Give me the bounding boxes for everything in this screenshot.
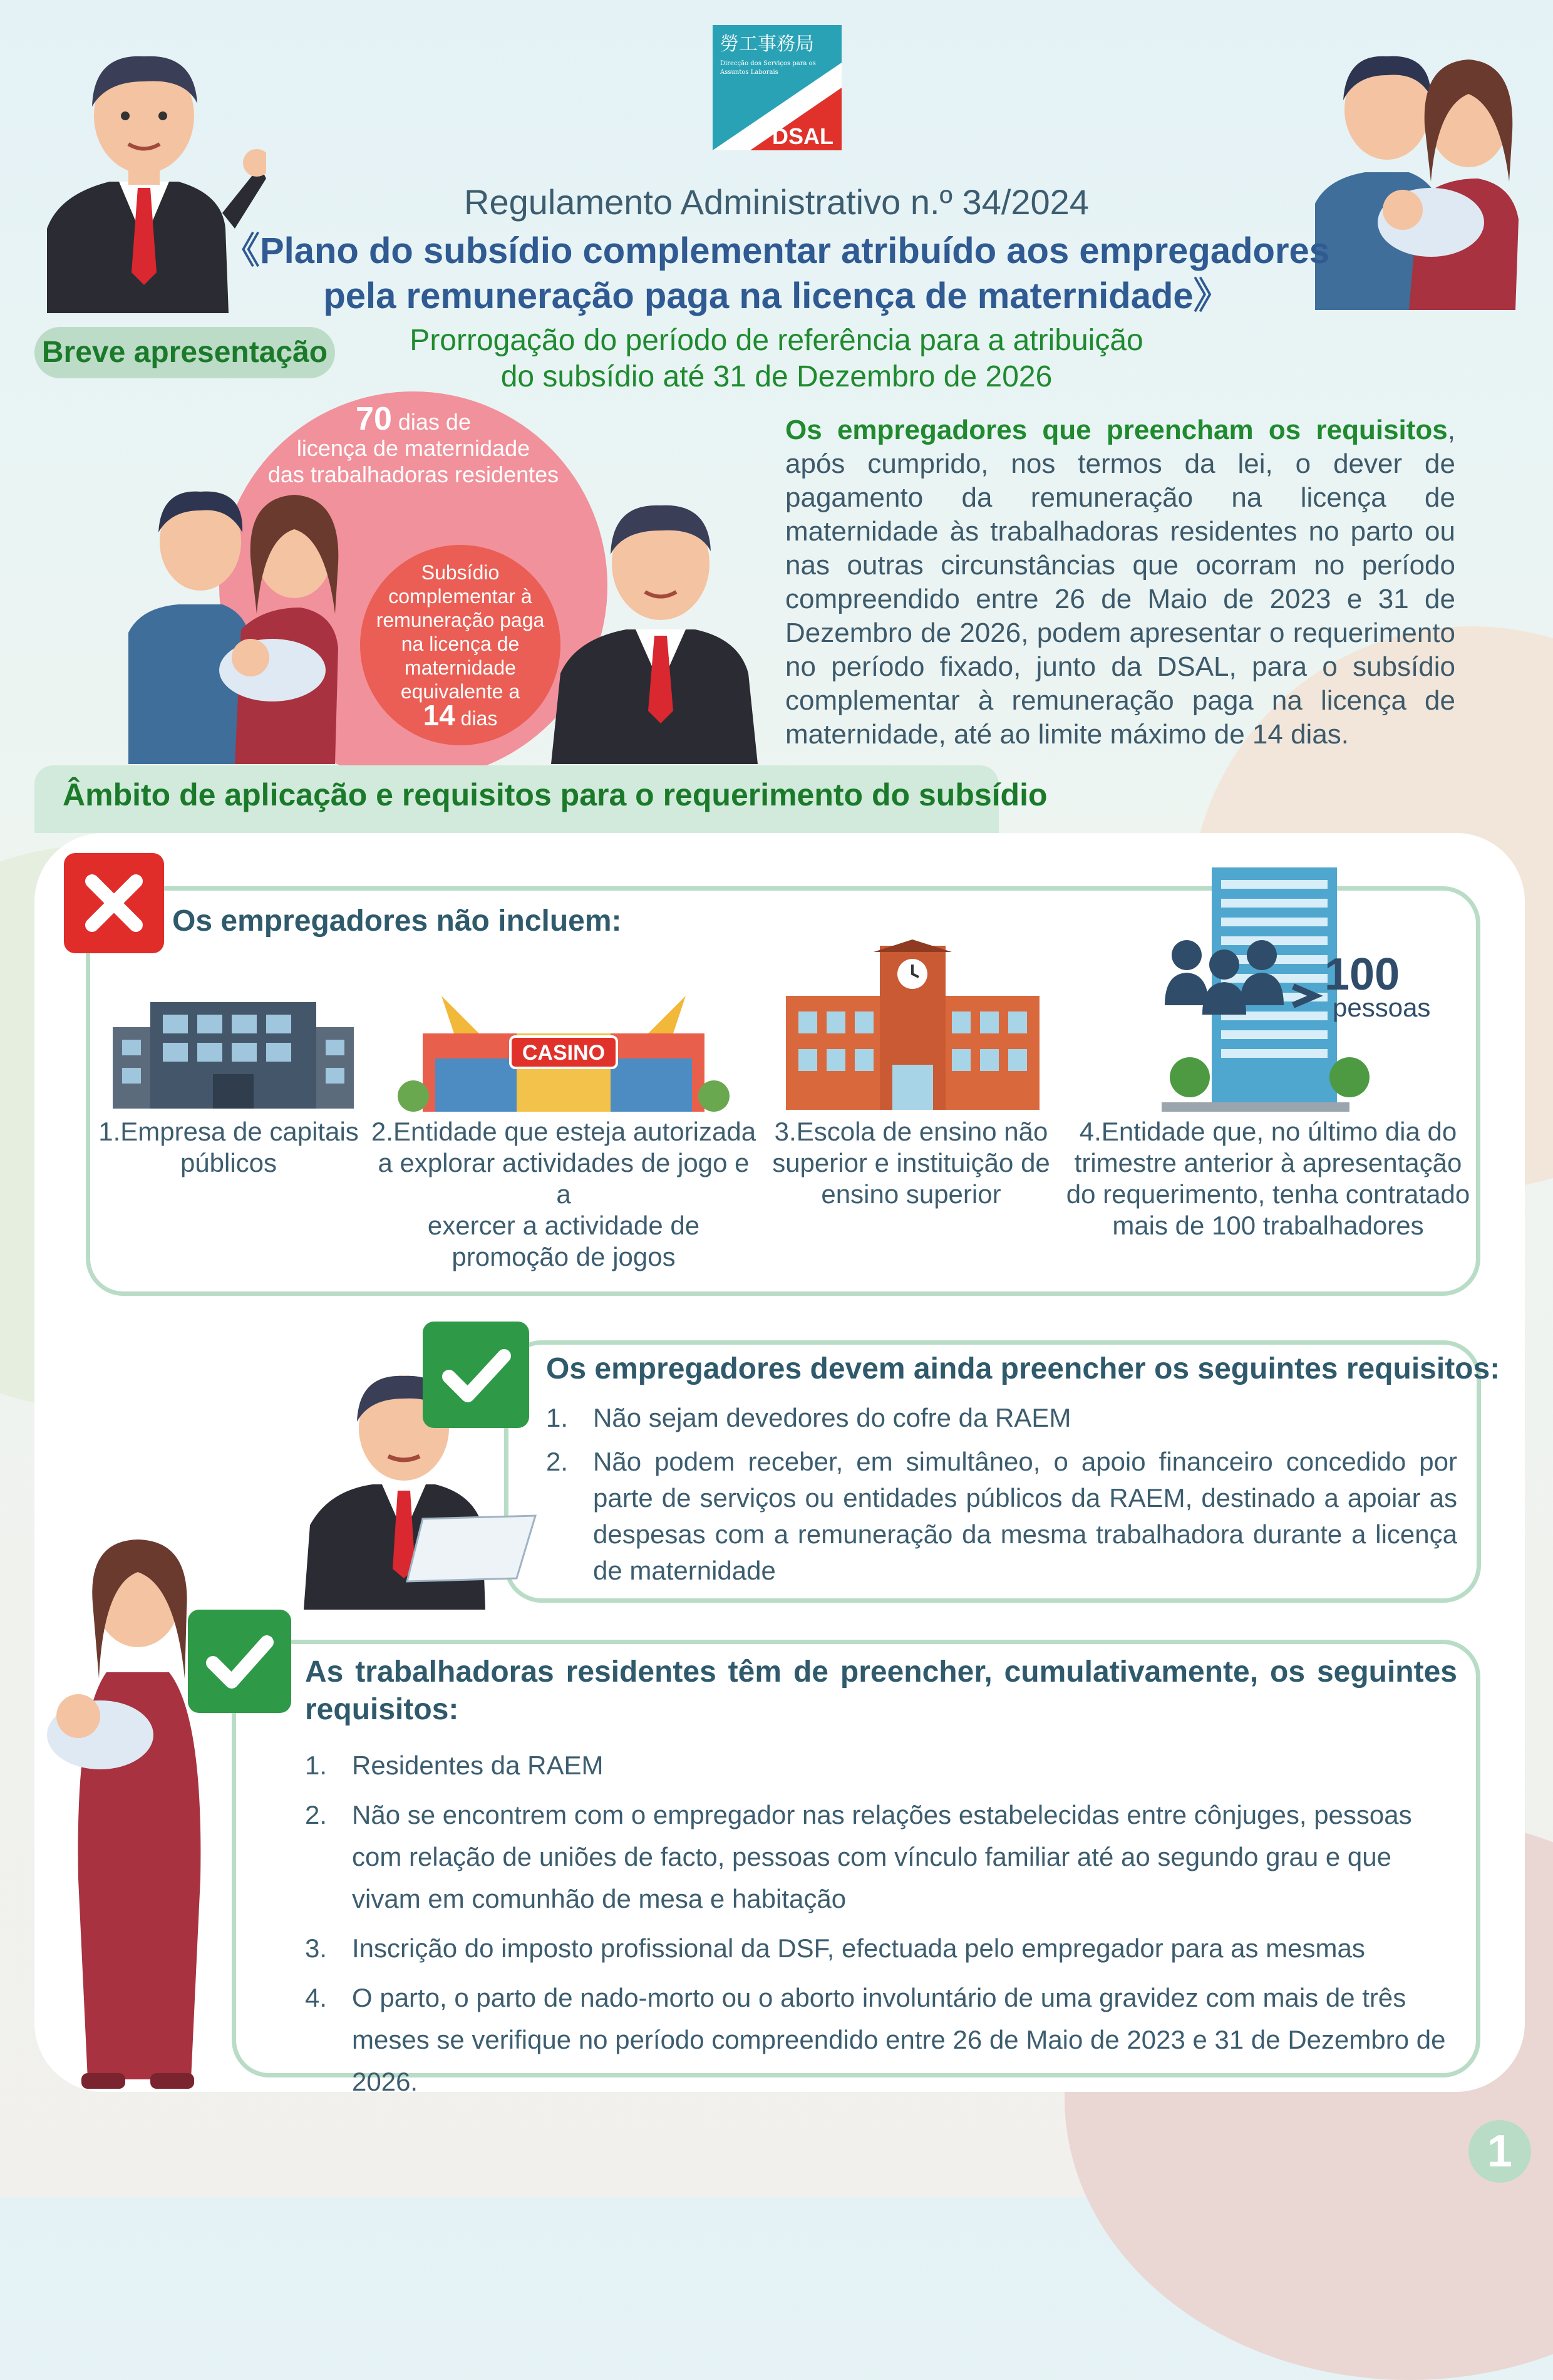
list-item [546, 1400, 1457, 1436]
subsidy-line: Subsídio [421, 561, 500, 584]
intro-body: , após cumprido, nos termos da lei, o dever de pagamento da remuneração na licença de maternidade às trabalhadoras residentes no parto ou nas outras circunstâncias que ocorram no período compreendido entre 26 de Maio de 2023 e 31 de Dezembro de 2026, podem apresentar o requerimento no período fixado, junto da DSAL, para o subsídio complementar à remuneração paga na licença de maternidade, até ao limite máximo de 14 dias. [785, 415, 1455, 750]
regulation-number: Regulamento Administrativo n.º 34/2024 [464, 182, 1089, 222]
employer-requirements-list [546, 1400, 1457, 1596]
subsidy-days: 14 [423, 699, 455, 732]
item-text: O parto, o parto de nado-morto ou o aborto involuntário de uma gravidez com mais de três meses se verifique no período compreendido entre 26 de Maio de 2023 e 31 de Dezembro de 2026. [352, 1983, 1446, 2096]
list-item [305, 1977, 1457, 2103]
check-icon [423, 1322, 529, 1428]
subsidy-line: complementar à [388, 585, 532, 608]
list-item [305, 1927, 1457, 1969]
caption-line: públicos [180, 1148, 277, 1177]
page-title [0, 229, 1553, 319]
leave-days-unit: dias de [391, 409, 471, 435]
caption-line: mais de 100 trabalhadores [1112, 1211, 1424, 1240]
subsidy-days-unit: dias [455, 707, 498, 730]
check-icon [188, 1610, 291, 1713]
item-text: Residentes da RAEM [352, 1751, 604, 1780]
count-label: 100 [1324, 949, 1400, 1000]
item-number: 4. [305, 1983, 328, 2012]
public-company-building-icon [113, 996, 354, 1109]
item-number: 1. [546, 1403, 569, 1432]
caption-line: 2.Entidade que esteja autorizada [371, 1117, 756, 1146]
caption-line: promoção de jogos [451, 1242, 676, 1271]
caption-line: trimestre anterior à apresentação [1074, 1148, 1462, 1177]
logo-abbr-text: DSAL [772, 123, 833, 149]
exclusion-item-1 [94, 1116, 363, 1179]
subsidy-line: remuneração paga [376, 609, 545, 631]
item-number: 1. [305, 1751, 328, 1780]
count-unit: pessoas [1333, 993, 1431, 1022]
subsidy-text [363, 561, 557, 730]
intro-lead: Os empregadores que preencham os requisitos [785, 415, 1448, 445]
worker-requirements-list [305, 1744, 1457, 2110]
item-number: 2. [546, 1447, 569, 1476]
businessman-illustration [551, 485, 767, 764]
section-title: Âmbito de aplicação e requisitos para o requerimento do subsídio [63, 777, 1048, 812]
caption-line: exercer a actividade de [427, 1211, 700, 1240]
leave-line-3: das trabalhadoras residentes [267, 462, 559, 487]
caption-line: ensino superior [821, 1179, 1001, 1209]
worker-requirements-heading: As trabalhadoras residentes têm de preencher, cumulativamente, os seguintes requisitos: [305, 1655, 1457, 1726]
cross-icon [64, 853, 164, 953]
leave-line-2: licença de maternidade [296, 435, 530, 461]
school-building-icon [786, 939, 1040, 1110]
title-line-1: 《Plano do subsídio complementar atribuído aos empregadores [223, 230, 1330, 271]
caption-line: 4.Entidade que, no último dia do [1079, 1117, 1457, 1146]
logo-cn-text: 勞工事務局 [720, 33, 814, 55]
list-item [305, 1794, 1457, 1920]
caption-line: superior e instituição de [772, 1148, 1050, 1177]
casino-sign-text: CASINO [522, 1041, 606, 1065]
employer-requirements-heading: Os empregadores devem ainda preencher os seguintes requisitos: [546, 1352, 1500, 1385]
subtitle-line-1: Prorrogação do período de referência para a atribuição [410, 324, 1143, 357]
exclusion-item-3 [767, 1116, 1055, 1210]
subsidy-line: na licença de [401, 633, 520, 655]
caption-line: 1.Empresa de capitais [98, 1117, 359, 1146]
title-line-2: pela remuneração paga na licença de maternidade》 [323, 276, 1230, 316]
casino-building-icon [398, 996, 730, 1112]
item-number: 3. [305, 1933, 328, 1963]
dsal-logo [713, 25, 842, 150]
caption-line: a explorar actividades de jogo e a [378, 1148, 750, 1209]
leave-days: 70 [356, 401, 392, 437]
item-text: Não sejam devedores do cofre da RAEM [593, 1403, 1071, 1432]
subsidy-line: equivalente a [400, 680, 520, 703]
maternity-leave-text [250, 401, 576, 488]
page-number: 1 [1468, 2120, 1531, 2183]
item-text: Não podem receber, em simultâneo, o apoio financeiro concedido por parte de serviços ou entidades públicos da RAEM, destinado a apoiar as despesas com a remuneração da mesma trabalhadora durante a licença de maternidade [593, 1447, 1457, 1585]
subsidy-line: maternidade [405, 656, 516, 679]
svg-text:Assuntos Laborais: Assuntos Laborais [720, 69, 778, 76]
caption-line: 3.Escola de ensino não [774, 1117, 1048, 1146]
parents-illustration [122, 479, 360, 764]
exclusion-item-4 [1065, 1116, 1472, 1241]
item-number: 2. [305, 1800, 328, 1829]
svg-text:Direcção dos Serviços para os: Direcção dos Serviços para os [720, 60, 816, 67]
intro-paragraph [785, 413, 1455, 752]
subtitle-line-2: do subsídio até 31 de Dezembro de 2026 [500, 360, 1053, 393]
exclusion-item-2 [369, 1116, 758, 1273]
caption-line: do requerimento, tenha contratado [1066, 1179, 1470, 1209]
list-item [305, 1744, 1457, 1786]
intro-badge: Breve apresentação [34, 327, 335, 378]
item-text: Não se encontrem com o empregador nas relações estabelecidas entre cônjuges, pessoas com relação de uniões de facto, pessoas com vínculo familiar até ao segundo grau e que vivam em comunhão de mesa e habitação [352, 1800, 1412, 1913]
list-item [546, 1444, 1457, 1589]
exclusions-heading: Os empregadores não incluem: [172, 904, 622, 938]
page-subtitle [351, 323, 1202, 395]
item-text: Inscrição do imposto profissional da DSF, efectuada pelo empregador para as mesmas [352, 1933, 1365, 1963]
